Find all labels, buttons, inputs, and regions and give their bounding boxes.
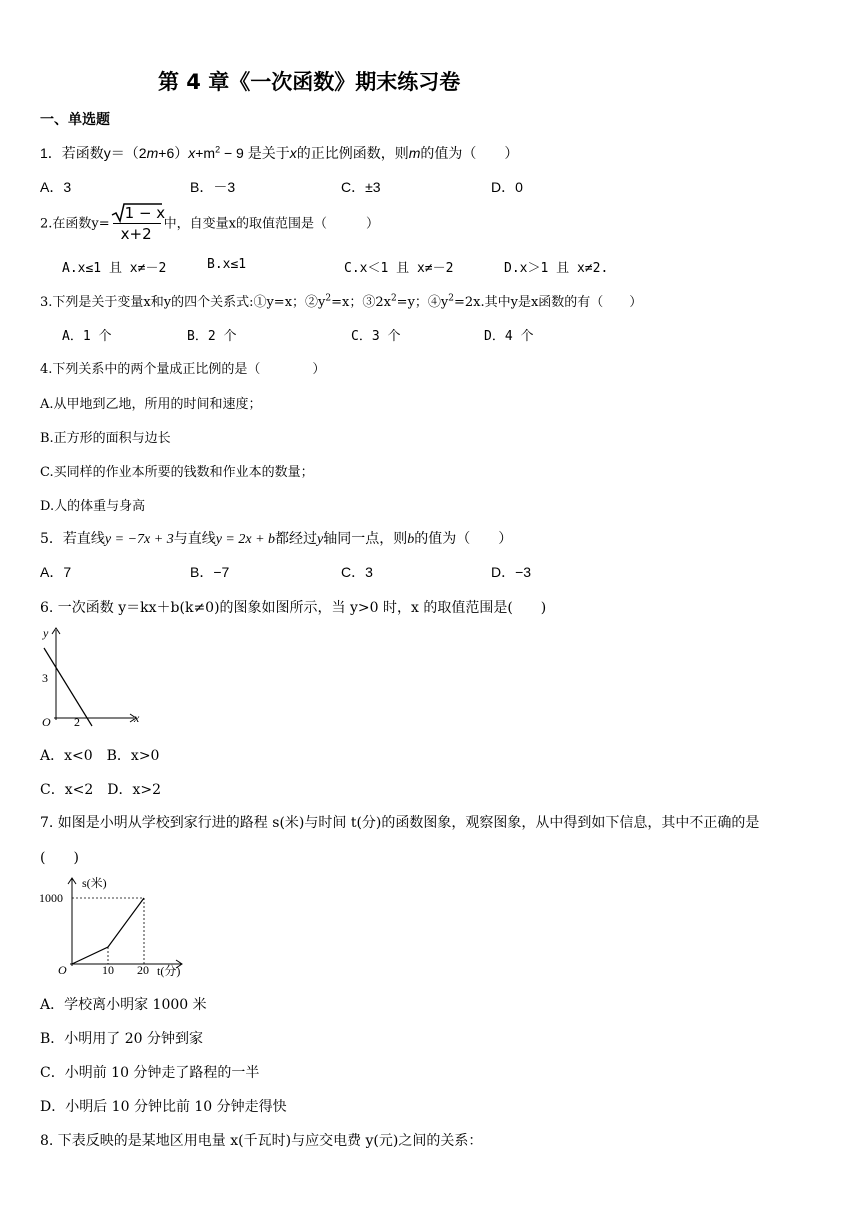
- question-7-paren: ( ): [40, 850, 79, 866]
- question-3-option-b: B．2 个: [187, 329, 237, 344]
- question-5-stem: 5．若直线y = −7x + 3与直线y = 2x + b都经过y轴同一点，则b的值为（ ）: [40, 531, 513, 547]
- page-title: 第 4 章《一次函数》期末练习卷: [158, 70, 461, 94]
- graph-origin-label: O: [42, 715, 51, 728]
- question-6-stem: 6. 一次函数 y＝kx＋b(k≠0)的图象如图所示，当 y>0 时，x 的取值范围是( ): [40, 600, 547, 616]
- question-5-option-d: D．−3: [491, 564, 532, 580]
- graph-10-label: 10: [102, 963, 114, 977]
- question-4-option-a: A.从甲地到乙地，所用的时间和速度；: [40, 397, 262, 412]
- question-4-option-d: D.人的体重与身高: [40, 499, 146, 514]
- graph-y-intercept-label: 3: [42, 671, 48, 685]
- question-2-option-c: C.x＜1 且 x≠－2: [344, 261, 454, 276]
- distance-time-line: [72, 898, 144, 964]
- question-7-stem: 7. 如图是小明从学校到家行进的路程 s(米)与时间 t(分)的函数图象，观察图象，从中得到如下信息，其中不正确的是: [40, 815, 760, 831]
- graph-t-label: t(分): [157, 964, 181, 978]
- graph-x-intercept-label: 2: [74, 715, 80, 728]
- question-1-option-b: B．－3: [190, 179, 236, 195]
- question-7-option-a: A．学校离小明家 1000 米: [40, 997, 207, 1013]
- question-3-option-a: A．1 个: [62, 329, 112, 344]
- question-3-stem: 3.下列是关于变量x和y的四个关系式:①y=x；$②y^2=x$；$③2x^2=y$；$④y^2=2x$.其中y是x函数的有（ ）: [40, 293, 643, 310]
- question-5-option-b: B．−7: [190, 564, 230, 580]
- question-1-option-d: D．0: [491, 179, 523, 195]
- fraction-image: $\frac{1 - x}{x+2}$: [111, 202, 163, 242]
- question-2-option-d: D.x＞1 且 x≠2.: [504, 261, 609, 276]
- question-5-option-a: A．7: [40, 564, 72, 580]
- question-6-options-row-1: A．x<0 B．x>0: [40, 748, 160, 764]
- question-2-option-b: B.x≤1: [207, 257, 247, 272]
- graph-s-label: s(米): [82, 876, 107, 890]
- question-2-stem: 2.在函数y= $\frac{1 - x}{x+2}$ 中，自变量x的取值范围是（ ）: [40, 204, 379, 243]
- question-4-option-c: C.买同样的作业本所要的钱数和作业本的数量；: [40, 465, 314, 480]
- question-7-option-d: D．小明后 10 分钟比前 10 分钟走得快: [40, 1099, 287, 1115]
- question-4-option-b: B.正方形的面积与边长: [40, 431, 171, 446]
- question-3-option-c: C．3 个: [351, 329, 401, 344]
- graph-1000-label: 1000: [39, 891, 63, 905]
- graph-x-label: x: [134, 711, 140, 725]
- graph-y-label: y: [43, 626, 49, 640]
- question-5-option-c: C．3: [341, 564, 373, 580]
- question-8-stem: 8. 下表反映的是某地区用电量 x(千瓦时)与应交电费 y(元)之间的关系：: [40, 1133, 483, 1149]
- question-1-option-c: C．±3: [341, 179, 381, 195]
- graph-origin-label: O: [58, 963, 67, 977]
- question-1-stem: 1．若函数$y=(2m+6)x+m^2 - 9$ 是关于x的正比例函数，则m的值为（ ）: [40, 144, 519, 161]
- q7-distance-time-graph: [36, 874, 196, 982]
- question-6-options-row-2: C．x<2 D．x>2: [40, 782, 162, 798]
- graph-20-label: 20: [137, 963, 149, 977]
- q6-linear-function-graph: [36, 624, 146, 728]
- question-3-option-d: D．4 个: [484, 329, 534, 344]
- question-2-option-a: A.x≤1 且 x≠－2: [62, 261, 167, 276]
- question-7-option-b: B．小明用了 20 分钟到家: [40, 1031, 204, 1047]
- question-4-stem: 4.下列关系中的两个量成正比例的是（ ）: [40, 362, 326, 377]
- question-1-option-a: A．3: [40, 179, 72, 195]
- section-heading: 一、单选题: [40, 112, 110, 128]
- question-7-option-c: C．小明前 10 分钟走了路程的一半: [40, 1065, 260, 1081]
- function-line: [44, 648, 92, 726]
